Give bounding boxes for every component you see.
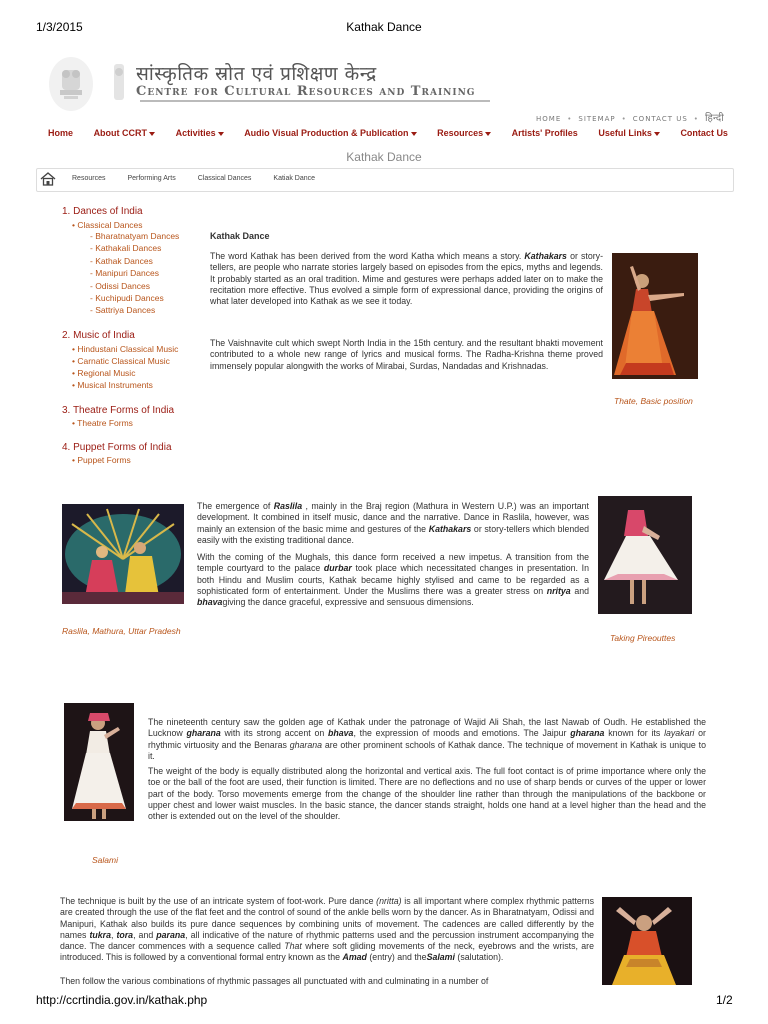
article-paragraph-1: The word Kathak has been derived from the word Katha which means a story. Kathakars or story-tellers, are people who narrate stories largely based on episodes from the epics, myths and legends. It probably started as an oral tradition. Mime and gestures were perhaps added later on to make the recitation more effective. Thus evolved a simple form of expressional dance, providing the origins of what later developed into Kathak as we see it today. (210, 251, 604, 307)
article-paragraph-3: The emergence of Raslila , mainly in the Braj region (Mathura in Western U.P.) was an important development. It combined in itself music, dance and the narrative. Dance in Raslila, however, was mainly an extension of the basic mime and gestures of the Kathakars or story-tellers which blended easily with the existing traditional dance. (197, 501, 589, 545)
article-heading: Kathak Dance (210, 231, 270, 241)
sidebar-item-bharatnatyam[interactable]: - Bharatnatyam Dances (90, 231, 180, 241)
top-link-home[interactable]: HOME (536, 115, 562, 123)
centre-logo-icon (108, 62, 130, 102)
chevron-down-icon (485, 132, 491, 136)
nav-about[interactable]: About CCRT (94, 128, 156, 144)
nav-resources[interactable]: Resources (437, 128, 491, 144)
top-links: HOME • SITEMAP • CONTACT US • हिन्दी (536, 113, 724, 124)
sidebar-item-kathak[interactable]: - Kathak Dances (90, 255, 153, 266)
crumb-kathak[interactable]: Katiak Dance (273, 175, 316, 182)
home-icon[interactable] (40, 172, 56, 186)
sidebar-item-theatre-forms[interactable]: • Theatre Forms (72, 417, 133, 428)
sidebar-item-kathakali[interactable]: - Kathakali Dances (90, 243, 162, 254)
sidebar-section-puppet[interactable]: 4. Puppet Forms of India (62, 441, 172, 453)
article-paragraph-4: With the coming of the Mughals, this dance form received a new impetus. A transition from the temple courtyard to the palace durbar took place which necessitated changes in presentation. In both Hindu and Muslim courts, Kathak became highly stylised and came to be regarded as a sophisticated form of entertainment. Under the Muslims there was a greater stress on nritya and bhavagiving the dance graceful, expressive and sensuous dimensions. (197, 552, 590, 608)
photo-taking-pireouttes (598, 496, 692, 614)
caption-pireouttes: Taking Pireouttes (610, 633, 676, 643)
main-nav (48, 128, 728, 144)
chevron-down-icon (411, 132, 417, 136)
nav-activities[interactable]: Activities (176, 128, 224, 144)
caption-thate: Thate, Basic position (614, 396, 693, 406)
national-emblem-icon (48, 56, 94, 112)
sidebar-item-carnatic[interactable]: • Carnatic Classical Music (72, 356, 170, 367)
nav-useful-links[interactable]: Useful Links (598, 128, 660, 144)
print-title: Kathak Dance (346, 20, 422, 34)
logo-english: Centre for Cultural Resources and Training (136, 84, 476, 99)
nav-artists[interactable]: Artists' Profiles (511, 128, 578, 138)
nav-audio-visual[interactable]: Audio Visual Production & Publication (244, 128, 416, 144)
nav-contact[interactable]: Contact Us (680, 128, 728, 138)
article-paragraph-8: Then follow the various combinations of rhythmic passages all punctuated with and culminating in a number of (60, 976, 489, 986)
top-link-hindi[interactable]: हिन्दी (704, 113, 724, 124)
sidebar-item-hindustani[interactable]: • Hindustani Classical Music (72, 343, 179, 354)
crumb-classical-dances[interactable]: Classical Dances (197, 175, 252, 182)
sidebar-item-regional[interactable]: • Regional Music (72, 368, 136, 379)
photo-kathak-dancer (602, 897, 692, 985)
photo-salami (64, 703, 134, 821)
article-paragraph-6: The weight of the body is equally distributed along the horizontal and vertical axis. The full foot contact is of prime importance where only the toe or the ball of the foot are used, their function is limited. There are no deflections and no use of sharp bends or curves of the upper or lower part of the body. Torso movements emerge from the change of the shoulder line rather than through the manipulations of the backbone or upper chest and lower waist muscles. In the basic stance, the dancer stands straight, holds one hand at a level higher than the head and the other is extended out on the level of the shoulder. (148, 766, 706, 822)
sidebar-item-instruments[interactable]: • Musical Instruments (72, 380, 153, 391)
article-paragraph-2: The Vaishnavite cult which swept North India in the 15th century. and the resultant bhakti movement contributed to a whole new range of lyrics and musical forms. The Radha-Krishna theme proved immensely popular alongwith the works of Mirabai, Surdas, Nandadas and Krishnadas. (210, 338, 603, 371)
print-date: 1/3/2015 (36, 20, 83, 34)
sidebar-item-classical[interactable]: • Classical Dances (72, 220, 143, 230)
nav-home[interactable]: Home (48, 128, 74, 138)
top-link-contact[interactable]: CONTACT US (632, 115, 688, 123)
caption-salami: Salami (92, 855, 118, 865)
chevron-down-icon (149, 132, 155, 136)
chevron-down-icon (654, 132, 660, 136)
sidebar-section-dances[interactable]: 1. Dances of India (62, 206, 143, 217)
chevron-down-icon (218, 132, 224, 136)
sidebar-item-puppet-forms[interactable]: • Puppet Forms (72, 454, 131, 465)
sidebar-section-theatre[interactable]: 3. Theatre Forms of India (62, 404, 175, 416)
article-paragraph-7: The technique is built by the use of an intricate system of foot-work. Pure dance (nritta) is all important where complex rhythmic patterns are created through the use of the flat feet and the control of sound of the ankle bells worn by the dancer. As in Bharatnatyam, Odissi and Manipuri, Kathak also builds its pure dance sequences by combining units of movement. The cadences are called differently by the names tukra, tora, and parana, all indicative of the nature of rhythmic patterns used and the percussion instrument accompanying the dance. The dancer commences with a sequence called That where soft gliding movements of the neck, eyebrows and the wrists, are introduced. This is followed by a conventional formal entry known as the Amad (entry) and theSalami (salutation). (60, 896, 595, 963)
page-heading: Kathak Dance (346, 150, 422, 164)
crumb-performing-arts[interactable]: Performing Arts (127, 175, 176, 182)
crumb-resources[interactable]: Resources (72, 175, 106, 182)
photo-raslila (62, 504, 184, 604)
sidebar-item-kuchipudi[interactable]: - Kuchipudi Dances (90, 293, 164, 304)
sidebar-item-manipuri[interactable]: - Manipuri Dances (90, 268, 159, 279)
caption-raslila: Raslila, Mathura, Uttar Pradesh (62, 626, 181, 636)
print-page-number: 1/2 (716, 993, 733, 1007)
sidebar (62, 206, 212, 465)
logo-underline (140, 100, 490, 102)
photo-thate-basic-position (612, 253, 698, 379)
breadcrumb-trail (72, 175, 337, 182)
logo-hindi: सांस्कृतिक स्रोत एवं प्रशिक्षण केन्द्र (136, 63, 377, 85)
article-paragraph-5: The nineteenth century saw the golden age of Kathak under the patronage of Wajid Ali Shah, the last Nawab of Oudh. He established the Lucknow gharana with its strong accent on bhava, the expression of moods and emotions. The Jaipur gharana known for its layakari or rhythmic virtuosity and the Benaras gharana are other prominent schools of Kathak dance. The technique of movement in Kathak is unique to it. (148, 717, 706, 761)
sidebar-item-odissi[interactable]: - Odissi Dances (90, 280, 150, 291)
sidebar-section-music[interactable]: 2. Music of India (62, 329, 135, 341)
sidebar-item-sattriya[interactable]: - Sattriya Dances (90, 305, 156, 316)
print-url: http://ccrtindia.gov.in/kathak.php (36, 993, 208, 1007)
top-link-sitemap[interactable]: SITEMAP (578, 115, 616, 123)
